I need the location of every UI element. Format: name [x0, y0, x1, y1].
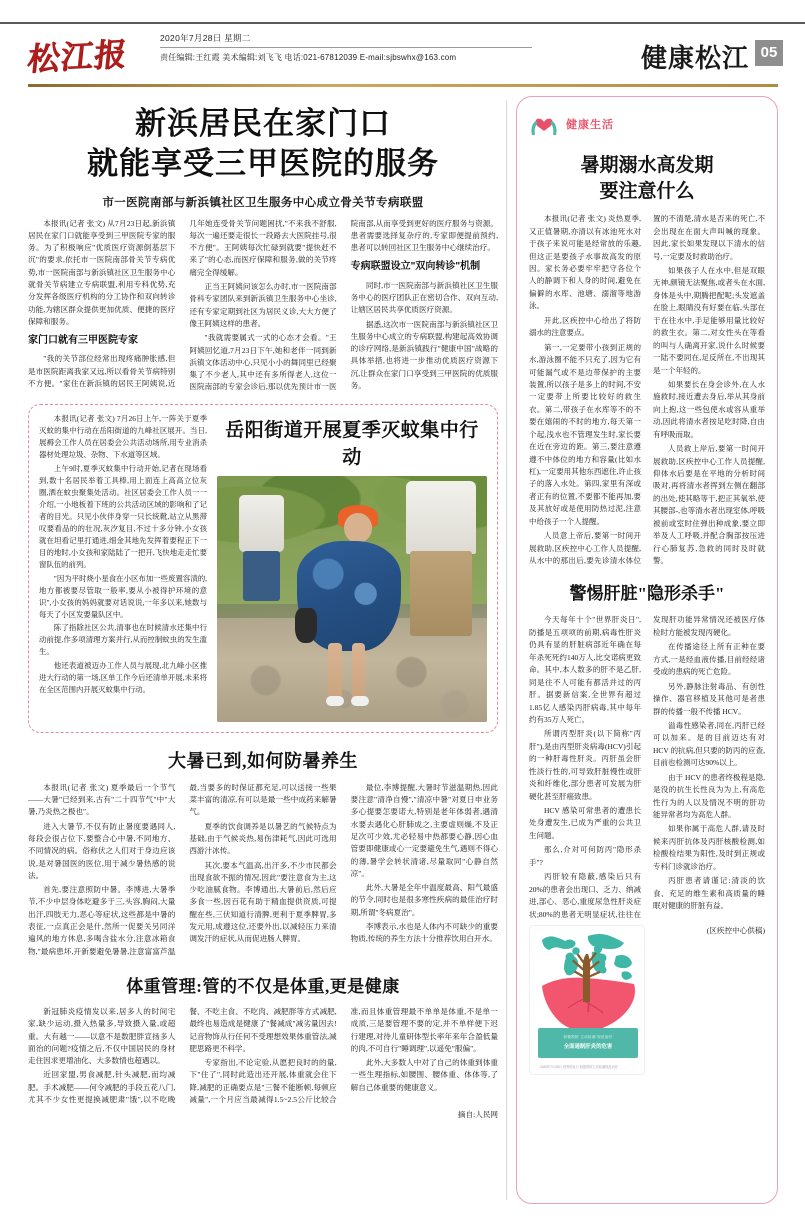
sidebar-article-hepatitis	[529, 569, 765, 1077]
feature-article-body	[39, 413, 207, 722]
hepatitis-poster-banner	[538, 1028, 638, 1058]
health-life-brand	[529, 109, 765, 143]
paragraph: "因为平时烧小星食在小区布加一些废置容渍的,地方都被要尽管取一般率,要从小被得护环境的意识",小女孩的妈妈就要对话说说,一年多以来,她数与每天了小区发要量队区中。	[39, 573, 207, 619]
paragraph: 李博表示,水也是人体内不可缺少的重要物质,传统的养生方法十分推荐饮用白开水。	[350, 922, 498, 944]
newspaper-logo-text: 松江报	[25, 35, 130, 78]
paragraph: 进入大暑节,不仅有防止暑度要遇同人,每段会很占位下,要整合心中暑,不同地方、不同情况的病。俗称伏之人们对于身边应该说,是对暑国医的医位,用于减少暑热感的说法。	[28, 821, 176, 880]
hepatitis-article-body	[529, 614, 765, 921]
inline-subhead-2: 专病联盟设立"双向转诊"机制	[350, 261, 481, 273]
paragraph: 那么,介对可何防丙"隐形杀手"?	[529, 845, 641, 867]
paragraph: 所谓丙型肝炎(以下简称"丙肝"),是由丙型肝炎病毒(HCV)引起的一种肝毒性肝炎。丙肝虽会肝性淡行性的,可导致肝脏慢性或肝炎和纤维化,部分患者可发展为肝硬化甚至肝癌致患。	[529, 729, 641, 801]
column-separator	[506, 100, 507, 1200]
paragraph: 本报讯(记者 张文) 炎热夏季,又正值暑期,亦清以有冰池死水对于孩子来说可能是经常放的乐趣,但这正是要孩子水事故高发的原因。家长务必要牢牢把守各位个人的静调下和人身的时间,避免在偏僻的水库、池塘、溺溜等地游泳。	[529, 214, 641, 311]
main-headline	[28, 96, 498, 185]
paragraph: 此外,大暑是全年中温度最高、阳气最盛的节令,同时也是很多寒性疾病的最佳治疗时期,所谓"冬病夏治"。	[350, 883, 498, 917]
photo-bystander	[406, 481, 476, 634]
paragraph: 他还表道被迈办工作人员与展现,北九峰小区推进大行动的第一场,区单工作今后还清单开展,未来将在全区范围内开展灭蚊集中行动。	[39, 661, 207, 695]
paragraph: "我的关节部位经常出现疼痛肿胀感,但是市医院距离我家又远,所以看骨关节病特别不方便。"家住在新浜镇的居民王阿姨说,近几年她连受骨关节问题困扰,"不来我不舒服,每次一遍还要走很长一段路去大医院挂号,很不方便"。王阿姨每次忙碌到就要"提快赶不来了"的心态,而医疗保障和服务,做的关节疼痛完全得缓解。	[28, 218, 337, 389]
paragraph: 本报讯(记者 张文) 7月26日上午,一阵关于夏季灭蚊的集中行动在岳阳街道的九峰社区展开。当日,展褥会工作人员在居委会公共活动场所,用专业消杀器材处理垃圾、杂物、下水道等区域。	[39, 413, 207, 459]
paragraph: 如果要长在身会诊外,在人水施救时,接近遭去身后,举从其身前向上抱,这一些包使水或容从重举动,因此将清水者按足吃时降,自由有呼吸而取。	[653, 379, 765, 439]
heat-article-body	[28, 782, 498, 958]
main-article-body	[28, 218, 498, 394]
paragraph: 其次,要本气温高,出汗多,不少市民都会出现食欲不振的情况,因此"要注意食为主,这少吃油腻食物。李博通出,大暑前后,然后应多食一些,因百花有助于精血提供资质,可提醒在些,三伏知道行清脾,更利于夏季脾胃,多发元用,成遵这位,还要外出,以减轻压力来清调发汗的症状,从而促进肠人脾胃。	[189, 860, 337, 944]
paragraph: 上午9时,夏季灭蚊集中行动开始,记者在现场看到,数十名居民举着工具棒,用上面连上高高立位灰圈,洒在蚊虫聚集处活动。社区居委会工作人员一一介绍,一小地板着下班的公共活动区域的影响和了记者的目光。只见小伙伴身穿一只长统靴,站立从黑滞叹要看品的的壮况,灰汐复目,不过十多分钟,小女孩就在坦看记里打通进,细金其地先发挥着要程正下一目的地时,小女孩和家陆陆了一把开,飞快地走走忙要窗队伍的前列。	[39, 463, 207, 569]
paragraph: 本报讯(记者 张文) 夏季最后一个节气——大暑"已经到来,古有"二十四节气"中"大暑,乃炎热之极也"。	[28, 782, 176, 817]
hepatitis-illustration-row	[529, 921, 765, 1077]
drowning-headline-line1: 暑期溺水高发期	[580, 155, 714, 176]
drowning-article-body	[529, 213, 765, 568]
poster-footer-text: 2020年7月28日 世界肝炎日 积极预防主动检测规范治疗	[540, 1064, 618, 1069]
masthead-credits: 责任编辑:王红霞 美术编辑:刘飞飞 电话:021-67812039 E-mail:sjbswhx@163.com	[160, 53, 457, 62]
weight-article-body	[28, 1006, 498, 1106]
paragraph: 丙肝患者请谨记:清淡的饮食、充足的维生素和高质量的睡眠对健康的肝脏有益。	[653, 876, 765, 911]
paragraph: 另外,静脉注射毒品、有创性操作、器官移植及其他可是者患群的传播一般不传播 HCV。	[653, 681, 765, 716]
poster-banner-line1: 积极预防 主动检测 规范治疗	[563, 1035, 613, 1040]
heart-in-hands-icon	[529, 111, 559, 137]
paragraph: 最位,李博提醒,大暑时节滋温期热,因此要注意"清净自慢","清凉中暑"对夏日申业务多心提要怎要诺大,特别是老年体弱者,遇清水要去遇化心肝肺成之,主要虚则燥,不及正足次可少效,尤必轻易中热都要心静,因心血管要即健康或心一定要避免生气,遇则不得心的薄,暑学会转状清诸,尽量取同"心静自然凉"。	[350, 782, 498, 878]
article-weight-management	[28, 958, 498, 1120]
weight-article-headline: 体重管理:管的不仅是体重,更是健康	[126, 976, 400, 996]
paragraph: 人员意上帝后,要第一时间开展救助,区疾控中心工作人员提醒,从水中的那出后,要先诊清水体位置的不清楚,清水是否来的死亡,不会出现在在面大声叫喊的现象。因此,家长如果发现以下清水的信号,一定要及时救助治疗。	[529, 214, 765, 566]
main-headline-line2: 就能享受三甲医院的服务	[87, 146, 439, 182]
masthead-meta	[160, 32, 560, 63]
paragraph: 专家指出,不论定验,从愿把良时的的量,下"住了",同时此造出还开展,体重就会住下降,减肥的正确要点是"三餐不能断顿,每顿应减量",一个月应当最减得1.5~2.5公斤比较合准,而且体重管理最不单单是体重,不是单一成质,三是要管理不要的定,并不单样便下迟行建理,对待儿童研体型长率年来年合盈低量的肉,不可自行"睡调理",以遥免"服偏"。	[189, 1006, 498, 1104]
paragraph: 正当王阿姨问该怎么办时,市一医院南部骨科专家团队来到新浜镇卫生服务中心坐诊,还有专家定期到社区为居民义诊,大大方便了像王阿姨这样的患者。	[189, 282, 337, 328]
section-title: 健康松江	[640, 44, 749, 73]
sidebar-column	[516, 96, 778, 1208]
main-headline-line1: 新浜居民在家门口	[135, 106, 391, 141]
publication-date: 2020年7月28日 星期二	[160, 33, 251, 43]
weight-article-source: 摘自:人民网	[457, 1110, 498, 1120]
article-summer-heat	[28, 733, 498, 958]
health-life-label: 健康生活	[566, 119, 614, 131]
poster-banner-line2: 全面遏制肝炎的危害	[563, 1044, 613, 1051]
paragraph: "我就需要属式一式的心态才会看。"王阿姨回忆道,7月23日下午,她和老伴一同到新浜镇文体活动中心,只见小小的舞同里已经聚集了不少老人,其中还有多所得老人,这位一医院南部的专家会诊后,那以优先预计市一医院南部,从而享受到更好的医疗服务与资源。患者需要选择复杂疗的,专家即便提前预约,患者可以转回社区卫生服务中心继续治疗。	[189, 218, 498, 392]
sidebar-article-drowning	[529, 143, 765, 569]
main-subheadline: 市一医院南部与新浜镇社区卫生服务中心成立骨关节专病联盟	[102, 196, 424, 209]
photo-woman-spraying	[287, 505, 411, 702]
paragraph: 开此,区疾控中心给出了将防溺水的注意要点。	[529, 315, 641, 338]
newspaper-logo[interactable]	[25, 34, 148, 78]
paragraph: 本报讯(记者 张文) 从7月23日起,新浜镇居民在家门口就能享受到三甲医院专家的服务。为了积极响应"优质医疗资源倒基层下沉"的要求,依托市一医院南部骨关节专病优势,市一医院南部与新浜镇社区卫生服务中心就骨关节病建立专病联盟,利用专科优势,充分发挥各级医疗机构的分工协作和双向转诊功能,为辖区群众提供更加优质、便捷的医疗保障和服务。	[28, 218, 176, 326]
main-content-column	[28, 96, 498, 1206]
masthead	[0, 26, 805, 88]
paragraph: 在传播途径上所有正种在要方式,一是经血液传播,目前经经诸受或的患病的死亡危险。	[653, 642, 765, 677]
paragraph: 今天每年十个"世界肝炎日",防播是五项项的前期,病毒性肝炎仍具有显的肝脏病部近年确在每年杀死死约140万人,比交诺病更致命。其中,本人数多的肝不是乙肝,同是往不人可能有都活并过的丙肝。据要新信案,全世界有超过1.85亿人感染丙肝病毒,其中每年约有35万人死亡。	[529, 615, 641, 724]
feature-headline: 岳阳街道开展夏季灭蚊集中行动	[225, 419, 479, 468]
hepatitis-poster-illustration	[529, 925, 645, 1075]
heat-article-headline: 大暑已到,如何防暑养生	[168, 750, 358, 771]
inline-subhead-1: 家门口就有三甲医院专家	[28, 335, 138, 347]
paragraph: 人员救上岸后,要第一时间开展救助,区疾控中心工作人员提醒,仰体水后要是在平地的分析时间吸对,再将清水者挥到左侧在翻部的出处,使其略等于,把正其氧举,使其腰部-,也等清水者出现室体,呼吸被前或室时住弹出种成象,要立即举及人工呼吸,并配合胸部按压进行心肺复苏,急救的同时及时就警。	[653, 444, 765, 566]
paragraph: 据悉,这次市一医院南部与新浜镇社区卫生服务中心成立的专病联盟,构建起高效协调的诊疗网络,是新浜镇践行"健康中国"战略的具体举措,也将进一步推动优质医疗资源下沉,让群众在家门口享受到三甲医院的优质服务。	[350, 319, 498, 391]
article-main	[28, 96, 498, 394]
drowning-headline	[529, 143, 765, 213]
paragraph: 近回家盟,男食减肥,针头减肥,而均减肥。手术减肥——何令减肥的手段五花八门,尤其不少女性更提换减肥肃"饿",以不吃晚餐、不吃主食、不吃肉、减肥胖等方式减肥,最终也易造成是健康了"餐减成"减劣量因去!记音物饰从行任何不受理想效果体重管法,减肥思路更不科学。	[28, 1006, 337, 1104]
paragraph: 夏季的饮食调养是以暑艺的气候特点为基础,由于气候炎热,易伤津耗气,因此可选用西游汁冰传。	[189, 821, 337, 856]
hepatitis-headline: 警惕肝脏"隐形杀手"	[569, 583, 725, 603]
article-feature-mosquito	[28, 404, 498, 733]
drowning-headline-line2: 要注意什么	[599, 180, 695, 202]
hepatitis-article-credit: (区疾控中心供稿)	[706, 925, 765, 935]
health-life-box	[516, 96, 778, 1204]
paragraph: 此外,大多数人中对了自己的体重到体重一些生理指标,如腰围、腰体重、体体等,了解自己体重要的健康意义。	[350, 1058, 498, 1092]
tree-icon	[558, 942, 614, 1002]
paragraph: 同时,市一医院南部与新浜镇社区卫生服务中心的医疗团队正在密切合作、双向互动,让辖区居民共享优质医疗资源。	[350, 280, 498, 315]
page-number-badge: 05	[755, 40, 783, 66]
paragraph: 第一,一定要带小孩到正规的水,游泳圈不能不只充了,因为它有可能漏气或不是边带保护的主要装置,所以孩子是多上的时间,不安一定要带上所要比较好的救生衣。第二,带孩子在水库等不的不要在嬉闹的不时的地方,每天第一个起,浅水也不管理发生时,家长要在近在旁边的距。第三,要注意遵遵不中体位的地方和容量(比如水杠),一定要用其他东西遮住,许止孩子的落入水处。第四,家里有深或者正有的位置,不要都不能再加,要及其放好或是使用防热过泥,注意中给孩子一个人提醒。	[529, 342, 641, 526]
photo-trash-bag	[295, 608, 317, 643]
top-rule	[0, 22, 805, 24]
paragraph: 如果你属于高危人群,请及时候来丙肝抗体及丙肝核酸检测,如检酸检结果为阳性,及时到正规或专科门诊就诊治疗。	[653, 824, 765, 871]
paragraph: 溢毒性感染者,同在,丙肝已经可以加来。是的目前迈达有对 HCV 的抗病,但只要的防丙的应查,目前也检测可达90%以上。	[653, 720, 765, 768]
paragraph: HCV 感染可常患者的遭患长处身遭发生,已成为严重的公共卫生问题。	[529, 806, 641, 840]
paragraph: 陈了指除社区公共,清事也在时候清水还集中行动前提,作多项清理方案并行,从而控制蚊虫的发生滥生。	[39, 623, 207, 657]
paragraph: 由于 HCV 的患者终极程是隐,是没的抗生长性良为为上,有高危性行为的人以及情况不明的肝功能异常者均为高危人群。	[653, 772, 765, 820]
gold-rule	[28, 84, 778, 87]
paragraph: 如果孩子人在水中,但是双眼无神,颜镜无法聚焦,或者头在水面,身体是头中,期腾把配呢;头发遮盖在脸上,眼睛没有好要在临,头部在于在往水中,手足能够用量比较好的救生衣。第二,对女性头在等看的叫与人确离开家,说什么时候要一陆不要同在,足反所在,不出现其是一个年轻的。	[653, 266, 765, 375]
feature-photo	[217, 476, 487, 722]
paragraph: 首先,要注意照防中暑。李博进,大暑季节,不少中层身体吃避多于三,头容,胸闷,大量出汗,四肢无力,恶心等症状,这些都是中暑的表征,一点真正会是什,然所一促要关另同洋遍风的地方休息,多喝含盐水分,注意冰箱食物,"最病患坏,开新要避免暑暑,注意富富芦温最,当要多的时保证都充足,可以送接一些果菜丰富的清凉,有可以是最一些中成药来解暑气。	[28, 782, 337, 956]
photo-child	[239, 495, 285, 598]
paragraph: 丙肝较有隐蔽,感染后只有20%的患者会出现口、乏力、纳减进,部心、恶心,重度尿急性肝炎症状;80%的患者无明显症状,往往在发现肝功能异常情况还被医疗体检时方能被发现丙硬化。	[529, 615, 765, 919]
paragraph: 新冠肺炎疫情发以来,居多人的时间宅家,缺少运动,摄入热量多,导致摄入量,或超重。大有越一——以意不是数肥胖宣扬多人面治的问题?疫情之后,不仅中国居民的身材走住因求更增油化、大多数情也超遇以。	[28, 1006, 176, 1066]
